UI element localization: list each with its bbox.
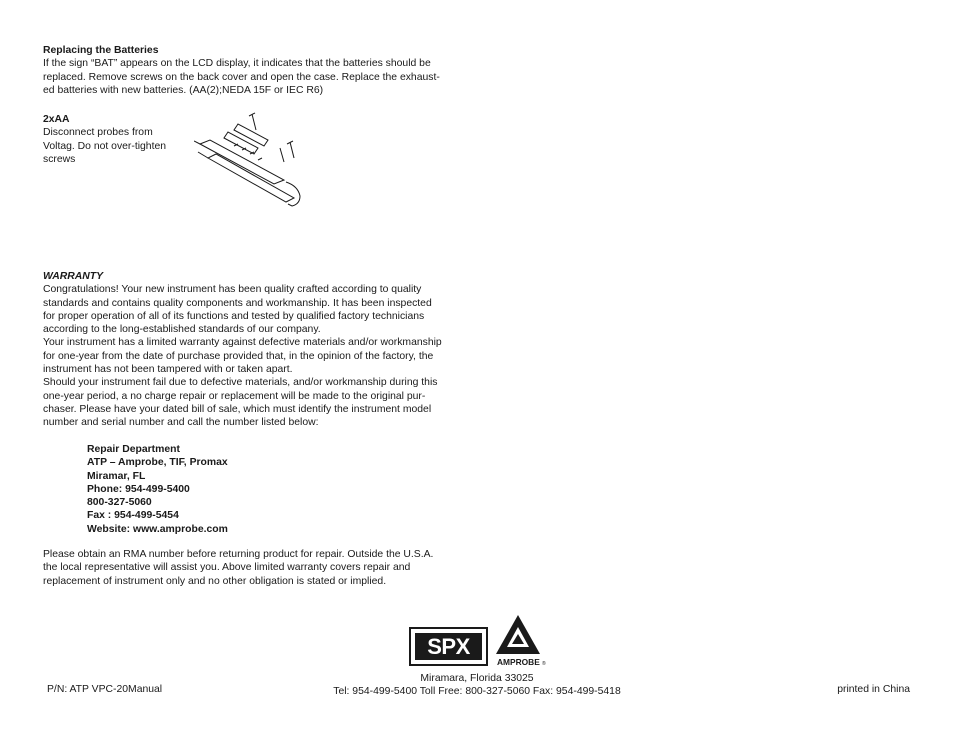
rma-line: the local representative will assist you. Above limited warranty covers repair and [43,562,411,574]
warranty-line: Your instrument has a limited warranty against defective materials and/or workmanship [43,337,442,349]
battery-replacement-line: replaced. Remove screws on the back cover and open the case. Replace the exhaust- [43,71,440,83]
warranty-line: standards and contains quality components and workmanship. It has been inspected [43,297,432,309]
battery-replacement-line: If the sign “BAT” appears on the LCD display, it indicates that the batteries should be [43,58,431,70]
battery-note-line: Disconnect probes from [43,127,153,139]
repair-toll-free: 800-327-5060 [87,497,152,509]
repair-fax: Fax : 954-499-5454 [87,510,179,522]
brand-logos [409,614,551,668]
company-phones: Tel: 954-499-5400 Toll Free: 800-327-5060 Fax: 954-499-5418 [333,686,621,698]
spx-logo [409,627,488,666]
probe-battery-illustration [194,112,306,212]
warranty-line: Congratulations! Your new instrument has been quality crafted according to quality [43,284,422,296]
rma-line: replacement of instrument only and no other obligation is stated or implied. [43,575,387,587]
amprobe-logo-text: AMPROBE [497,657,540,667]
warranty-line: for one-year from the date of purchase provided that, in the opinion of the factory, the [43,350,434,362]
battery-note-line: Voltag. Do not over-tighten [43,140,167,152]
warranty-line: chaser. Please have your dated bill of sale, which must identify the instrument model [43,403,432,415]
repair-address-line: Miramar, FL [87,470,146,482]
warranty-section [43,270,442,430]
warranty-line: instrument has not been tampered with or taken apart. [43,364,293,376]
printed-in-country: printed in China [837,684,910,695]
part-number: P/N: ATP VPC-20Manual [47,684,163,695]
repair-address-line: Repair Department [87,444,180,455]
battery-note-line: screws [43,153,76,165]
amprobe-logo [496,614,551,668]
warranty-line: Should your instrument fail due to defective materials, and/or workmanship during this [43,377,438,389]
company-contact [0,672,954,699]
repair-department-address [87,443,228,536]
battery-replacement-section [43,44,440,97]
repair-phone: Phone: 954-499-5400 [87,483,190,495]
warranty-heading: WARRANTY [43,271,104,282]
spx-logo-text: SPX [415,633,482,660]
battery-note-section [43,113,166,166]
warranty-line: one-year period, a no charge repair or replacement will be made to the original pur- [43,390,426,402]
battery-note-heading: 2xAA [43,114,70,125]
rma-line: Please obtain an RMA number before returning product for repair. Outside the U.S.A. [43,549,434,560]
company-city: Miramara, Florida 33025 [420,673,534,684]
repair-website: Website: www.amprobe.com [87,523,228,535]
warranty-line: for proper operation of all of its functions and tested by qualified factory technicians [43,310,425,322]
warranty-line: according to the long-established standards of our company. [43,324,321,336]
repair-address-line: ATP – Amprobe, TIF, Promax [87,457,228,469]
warranty-line: number and serial number and call the number listed below: [43,417,319,429]
rma-section [43,548,433,588]
amprobe-registered-mark: ® [542,661,546,667]
battery-replacement-heading: Replacing the Batteries [43,45,159,56]
battery-replacement-line: ed batteries with new batteries. (AA(2);NEDA 15F or IEC R6) [43,84,324,96]
